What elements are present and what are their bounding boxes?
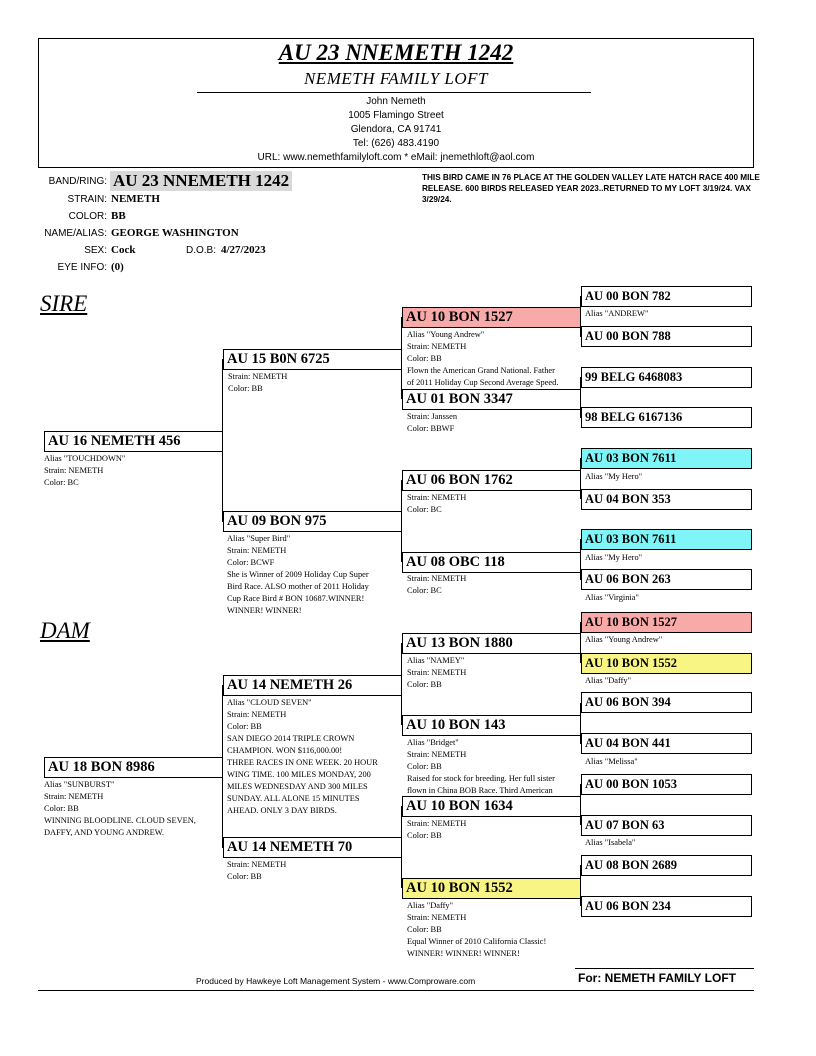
name-value: GEORGE WASHINGTON	[111, 227, 239, 239]
ssd-info	[407, 411, 457, 435]
strain-value: NEMETH	[111, 193, 160, 205]
info-line: Alias "Young Andrew"	[407, 330, 485, 339]
info-line: Equal Winner of 2010 California Classic!	[407, 937, 547, 946]
info-line: SUNDAY. ALL ALONE 15 MINUTES	[227, 794, 360, 803]
dam-sire-band: AU 14 NEMETH 26	[223, 675, 402, 696]
connector-ss	[401, 317, 402, 399]
info-line: Strain: NEMETH	[44, 466, 104, 475]
connector-sd	[401, 480, 402, 562]
dam-dam-info	[227, 859, 286, 883]
ssd-band: AU 01 BON 3347	[402, 389, 581, 410]
ddd-info	[407, 900, 546, 960]
info-line: Strain: NEMETH	[227, 860, 287, 869]
sds-band: AU 06 BON 1762	[402, 470, 581, 491]
info-line: Color: BC	[407, 505, 442, 514]
sire-sire-info	[228, 371, 287, 395]
info-line: She is Winner of 2009 Holiday Cup Super	[227, 570, 369, 579]
sire-info	[44, 453, 125, 489]
info-line: CHAMPION. WON $116,000.00!	[227, 746, 343, 755]
sex-label: SEX:	[84, 245, 107, 256]
g4-alias-9: Alias "Young Andrew"	[585, 635, 663, 644]
dsd-band: AU 10 BON 143	[402, 715, 581, 736]
sire-sire-band: AU 15 B0N 6725	[223, 349, 402, 370]
footer-for: For: NEMETH FAMILY LOFT	[578, 971, 736, 985]
sss-band: AU 10 BON 1527	[402, 307, 581, 328]
info-line: Color: BB	[44, 804, 79, 813]
g4-alias-12: Alias "Melissa"	[585, 757, 638, 766]
info-line: Color: BCWF	[227, 558, 275, 567]
info-line: Color: BB	[407, 762, 442, 771]
g4-band-5: AU 03 BON 7611	[581, 448, 752, 469]
sds-info	[407, 492, 466, 516]
dsd-info	[407, 737, 555, 797]
info-line: Strain: NEMETH	[407, 913, 467, 922]
header-divider	[197, 92, 591, 93]
info-line: Color: BB	[407, 680, 442, 689]
address-line-2: Glendora, CA 91741	[350, 124, 442, 135]
info-line: SAN DIEGO 2014 TRIPLE CROWN	[227, 734, 355, 743]
g4-band-2: AU 00 BON 788	[581, 326, 752, 347]
name-label: NAME/ALIAS:	[44, 228, 107, 239]
g4-alias-1: Alias "ANDREW"	[585, 309, 649, 318]
sdd-band: AU 08 OBC 118	[402, 552, 581, 573]
footer-for-divider	[575, 968, 754, 969]
g4-band-13: AU 00 BON 1053	[581, 774, 752, 795]
info-line: Strain: NEMETH	[407, 493, 467, 502]
connector-ssd	[580, 377, 581, 418]
info-line: Strain: NEMETH	[228, 372, 288, 381]
info-line: flown in China BOB Race. Third American	[407, 786, 553, 795]
info-line: Color: BB	[407, 354, 442, 363]
g4-band-4: 98 BELG 6167136	[581, 407, 752, 428]
strain-label: STRAIN:	[67, 194, 107, 205]
g4-alias-10: Alias "Daffy"	[585, 676, 631, 685]
dam-heading: DAM	[40, 618, 90, 643]
produced-by: Produced by Hawkeye Loft Management System - www.Comproware.com	[196, 976, 476, 986]
sdd-info	[407, 573, 466, 597]
info-line: Color: BC	[407, 586, 442, 595]
g4-band-6: AU 04 BON 353	[581, 489, 752, 510]
dam-dam-band: AU 14 NEMETH 70	[223, 837, 402, 858]
bird-notes: THIS BIRD CAME IN 76 PLACE AT THE GOLDEN VALLEY LATE HATCH RACE 400 MILE RELEASE. 600 BIRDS RELEASED YEAR 2023..RETURNED TO MY LOFT 3/19/24. VAX 3/29/24.	[422, 173, 760, 204]
g4-band-1: AU 00 BON 782	[581, 286, 752, 307]
g4-band-9: AU 10 BON 1527	[581, 612, 752, 633]
ddd-band: AU 10 BON 1552	[402, 878, 581, 899]
info-line: Strain: NEMETH	[227, 546, 287, 555]
connector-dd	[401, 806, 402, 888]
dam-sire-info	[227, 697, 378, 817]
color-label: COLOR:	[68, 211, 107, 222]
info-line: MILES WEDNESDAY AND 300 MILES	[227, 782, 368, 791]
footer-divider	[38, 990, 754, 991]
connector-dsd	[580, 703, 581, 744]
info-line: Alias "SUNBURST"	[44, 780, 115, 789]
sire-heading: SIRE	[40, 291, 88, 316]
info-line: AHEAD. ONLY 3 DAY BIRDS.	[227, 806, 337, 815]
connector-ddd	[580, 865, 581, 906]
info-line: Strain: NEMETH	[407, 668, 467, 677]
connector-ds	[401, 643, 402, 725]
g4-band-8: AU 06 BON 263	[581, 569, 752, 590]
owner-name: John Nemeth	[366, 96, 426, 107]
connector-dds	[580, 784, 581, 825]
sire-band: AU 16 NEMETH 456	[44, 431, 223, 452]
eye-label: EYE INFO:	[57, 262, 107, 273]
dss-info	[407, 655, 466, 691]
info-line: Strain: NEMETH	[407, 342, 467, 351]
g4-alias-14: Alias "Isabela"	[585, 838, 636, 847]
info-line: WINNER! WINNER! WINNER!	[407, 949, 520, 958]
sex-value: Cock	[111, 244, 136, 256]
g4-band-15: AU 08 BON 2689	[581, 855, 752, 876]
info-line: Flown the American Grand National. Father	[407, 366, 555, 375]
info-line: Color: BBWF	[407, 424, 455, 433]
info-line: Strain: NEMETH	[407, 750, 467, 759]
url-email: URL: www.nemethfamilyloft.com * eMail: jnemethloft@aol.com	[257, 152, 535, 163]
band-label: BAND/RING:	[48, 176, 107, 187]
info-line: Cup Race Bird # BON 10687.WINNER!	[227, 594, 365, 603]
sire-dam-info	[227, 533, 369, 617]
info-line: Strain: NEMETH	[227, 710, 287, 719]
g4-alias-7: Alias "My Hero"	[585, 553, 643, 562]
g4-alias-8: Alias "Virginia"	[585, 593, 639, 602]
dds-band: AU 10 BON 1634	[402, 796, 581, 817]
page-title: AU 23 NNEMETH 1242	[278, 40, 514, 65]
connector-dss	[580, 622, 581, 663]
info-line: Strain: NEMETH	[407, 574, 467, 583]
info-line: Raised for stock for breeding. Her full sister	[407, 774, 555, 783]
dam-info	[44, 779, 196, 839]
g4-alias-5: Alias "My Hero"	[585, 472, 643, 481]
g4-band-14: AU 07 BON 63	[581, 815, 752, 836]
info-line: Color: BB	[227, 872, 262, 881]
sss-info	[407, 329, 558, 389]
dds-info	[407, 818, 466, 842]
g4-band-16: AU 06 BON 234	[581, 896, 752, 917]
info-line: Strain: NEMETH	[44, 792, 104, 801]
info-line: WINNING BLOODLINE. CLOUD SEVEN,	[44, 816, 196, 825]
info-line: Strain: Janssen	[407, 412, 458, 421]
color-value: BB	[111, 210, 126, 222]
g4-band-10: AU 10 BON 1552	[581, 653, 752, 674]
connector-sds	[580, 458, 581, 499]
band-value: AU 23 NNEMETH 1242	[110, 171, 292, 191]
connector-dam	[222, 685, 223, 848]
connector-sire	[222, 359, 223, 522]
sire-dam-band: AU 09 BON 975	[223, 511, 402, 532]
info-line: Alias "CLOUD SEVEN"	[227, 698, 312, 707]
info-line: Alias "Super Bird"	[227, 534, 291, 543]
address-line-1: 1005 Flamingo Street	[348, 110, 444, 121]
info-line: WINNER! WINNER!	[227, 606, 302, 615]
info-line: Color: BB	[228, 384, 263, 393]
info-line: Strain: NEMETH	[407, 819, 467, 828]
dob-label: D.O.B:	[186, 245, 217, 256]
dss-band: AU 13 BON 1880	[402, 633, 581, 654]
info-line: Alias "Daffy"	[407, 901, 453, 910]
info-line: Color: BB	[407, 925, 442, 934]
connector-sdd	[580, 539, 581, 580]
info-line: THREE RACES IN ONE WEEK. 20 HOUR	[227, 758, 378, 767]
dob-value: 4/27/2023	[221, 244, 266, 256]
info-line: Alias "TOUCHDOWN"	[44, 454, 126, 463]
g4-band-7: AU 03 BON 7611	[581, 529, 752, 550]
info-line: Bird Race. ALSO mother of 2011 Holiday	[227, 582, 369, 591]
phone: Tel: (626) 483.4190	[352, 138, 440, 149]
eye-value: (0)	[111, 261, 124, 273]
g4-band-3: 99 BELG 6468083	[581, 367, 752, 388]
info-line: Color: BB	[407, 831, 442, 840]
info-line: Color: BB	[227, 722, 262, 731]
info-line: Color: BC	[44, 478, 79, 487]
info-line: DAFFY, AND YOUNG ANDREW.	[44, 828, 164, 837]
loft-name: NEMETH FAMILY LOFT	[303, 69, 489, 88]
info-line: of 2011 Holiday Cup Second Average Speed.	[407, 378, 559, 387]
g4-band-12: AU 04 BON 441	[581, 733, 752, 754]
info-line: Alias "NAMEY"	[407, 656, 465, 665]
info-line: Alias "Bridget"	[407, 738, 459, 747]
dam-band: AU 18 BON 8986	[44, 757, 223, 778]
g4-band-11: AU 06 BON 394	[581, 692, 752, 713]
info-line: WING TIME. 100 MILES MONDAY, 200	[227, 770, 371, 779]
connector-sss	[580, 296, 581, 337]
